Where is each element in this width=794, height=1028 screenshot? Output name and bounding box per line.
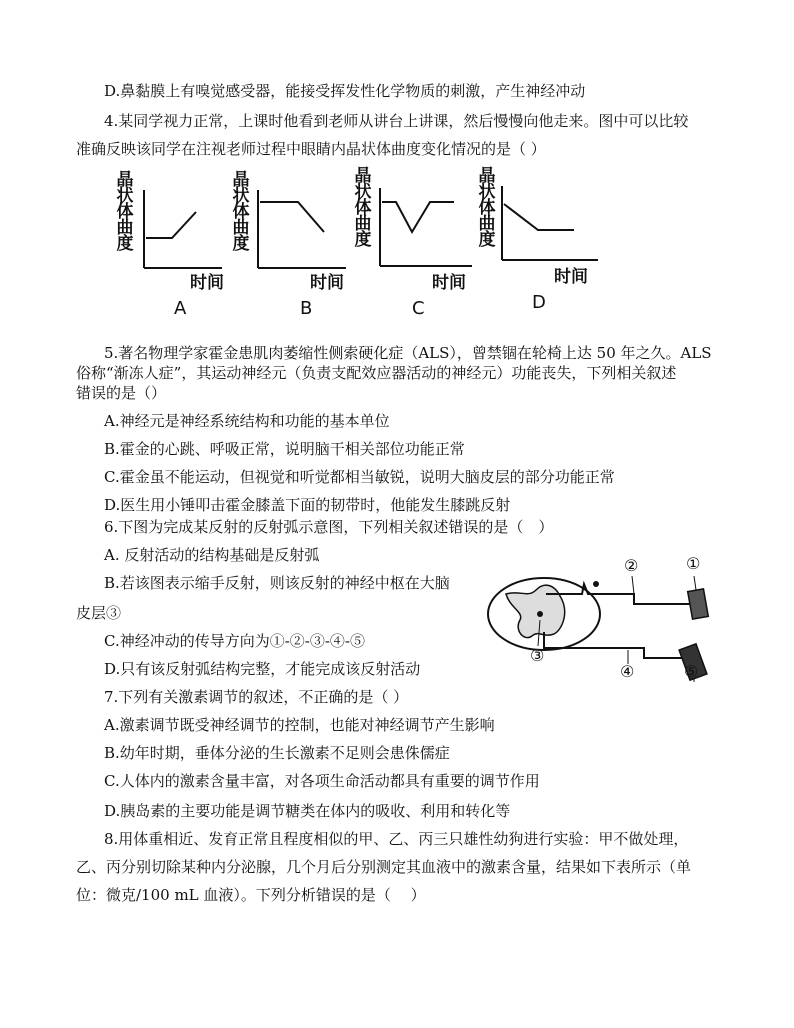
- graph-b-ylabel: 晶 状 体 曲 度: [232, 170, 250, 254]
- label-2: ②: [624, 556, 639, 575]
- ganglion: [593, 581, 599, 587]
- efferent-nerve: [544, 632, 684, 658]
- q5-stem-line2: 俗称“渐冻人症”，其运动神经元（负责支配效应器活动的神经元）功能丧失，下列相关叙述: [76, 364, 677, 382]
- label-3: ③: [530, 646, 545, 665]
- graph-b-curve: [260, 202, 324, 232]
- afferent-nerve: [546, 584, 694, 604]
- q7-option-c: C.人体内的激素含量丰富，对各项生命活动都具有重要的调节作用: [104, 772, 540, 790]
- q6-option-d: D.只有该反射弧结构完整，才能完成该反射活动: [104, 660, 421, 678]
- q4-graph-c: [350, 168, 480, 322]
- label-4: ④: [620, 662, 635, 681]
- graph-b-xlabel: 时间: [310, 273, 344, 293]
- graph-a-xlabel: 时间: [190, 273, 224, 293]
- q4-graph-d: [474, 168, 614, 322]
- graph-b-letter: B: [300, 298, 313, 319]
- graph-a-letter: A: [174, 298, 187, 319]
- graph-c-curve: [382, 202, 454, 232]
- q8-stem-line2: 乙、丙分别切除某种内分泌腺，几个月后分别测定其血液中的激素含量，结果如下表所示（单: [76, 858, 692, 876]
- graph-c-letter: C: [412, 298, 425, 319]
- q6-option-a: A. 反射活动的结构基础是反射弧: [104, 546, 320, 564]
- graph-c-xlabel: 时间: [432, 273, 466, 293]
- q5-option-b: B.霍金的心跳、呼吸正常，说明脑干相关部位功能正常: [104, 440, 465, 458]
- q5-option-d: D.医生用小锤叩击霍金膝盖下面的韧带时，他能发生膝跳反射: [104, 496, 511, 514]
- q7-option-a: A.激素调节既受神经调节的控制，也能对神经调节产生影响: [104, 716, 495, 734]
- label-5: ⑤: [684, 662, 699, 681]
- q8-stem-line1: 8.用体重相近、发育正常且程度相似的甲、乙、丙三只雄性幼狗进行实验：甲不做处理，: [104, 830, 689, 848]
- q5-option-a: A.神经元是神经系统结构和功能的基本单位: [104, 412, 390, 430]
- graph-d-ylabel: 晶 状 体 曲 度: [478, 166, 496, 250]
- q6-stem: 6.下图为完成某反射的反射弧示意图，下列相关叙述错误的是（ ）: [104, 518, 554, 536]
- q6-option-b-line1: B.若该图表示缩手反射，则该反射的神经中枢在大脑: [104, 574, 450, 592]
- reflex-arc-diagram: [484, 554, 724, 684]
- q6-option-b-line2: 皮层③: [76, 604, 122, 622]
- q5-option-c: C.霍金虽不能运动，但视觉和听觉都相当敏锐，说明大脑皮层的部分功能正常: [104, 468, 615, 486]
- q3-option-d: D.鼻黏膜上有嗅觉感受器，能接受挥发性化学物质的刺激，产生神经冲动: [104, 82, 586, 100]
- q4-graph-a: [110, 172, 230, 322]
- central-canal: [537, 611, 543, 617]
- q4-graph-b: [226, 172, 356, 322]
- label-1: ①: [686, 554, 701, 573]
- q7-option-b: B.幼年时期，垂体分泌的生长激素不足则会患侏儒症: [104, 744, 450, 762]
- graph-d-curve: [504, 204, 574, 230]
- receptor: [688, 589, 709, 619]
- q6-option-c: C.神经冲动的传导方向为①-②-③-④-⑤: [104, 632, 365, 650]
- q4-stem-line1: 4.某同学视力正常，上课时他看到老师从讲台上讲课，然后慢慢向他走来。图中可以比较: [104, 112, 689, 130]
- graph-d-xlabel: 时间: [554, 267, 588, 287]
- graph-d-letter: D: [532, 292, 546, 313]
- graph-a-ylabel: 晶 状 体 曲 度: [116, 170, 134, 254]
- q5-stem-line3: 错误的是（）: [76, 384, 167, 402]
- graph-c-ylabel: 晶 状 体 曲 度: [354, 166, 372, 250]
- q5-stem-line1: 5.著名物理学家霍金患肌肉萎缩性侧索硬化症（ALS），曾禁锢在轮椅上达 50 年之久。ALS: [104, 344, 712, 362]
- graph-a-curve: [146, 212, 196, 238]
- q7-option-d: D.胰岛素的主要功能是调节糖类在体内的吸收、利用和转化等: [104, 802, 511, 820]
- q7-stem: 7.下列有关激素调节的叙述，不正确的是（ ）: [104, 688, 409, 706]
- q4-stem-line2: 准确反映该同学在注视老师过程中眼睛内晶状体曲度变化情况的是（ ）: [76, 140, 546, 158]
- q8-stem-line3: 位：微克/100 mL 血液）。下列分析错误的是（ ）: [76, 886, 426, 904]
